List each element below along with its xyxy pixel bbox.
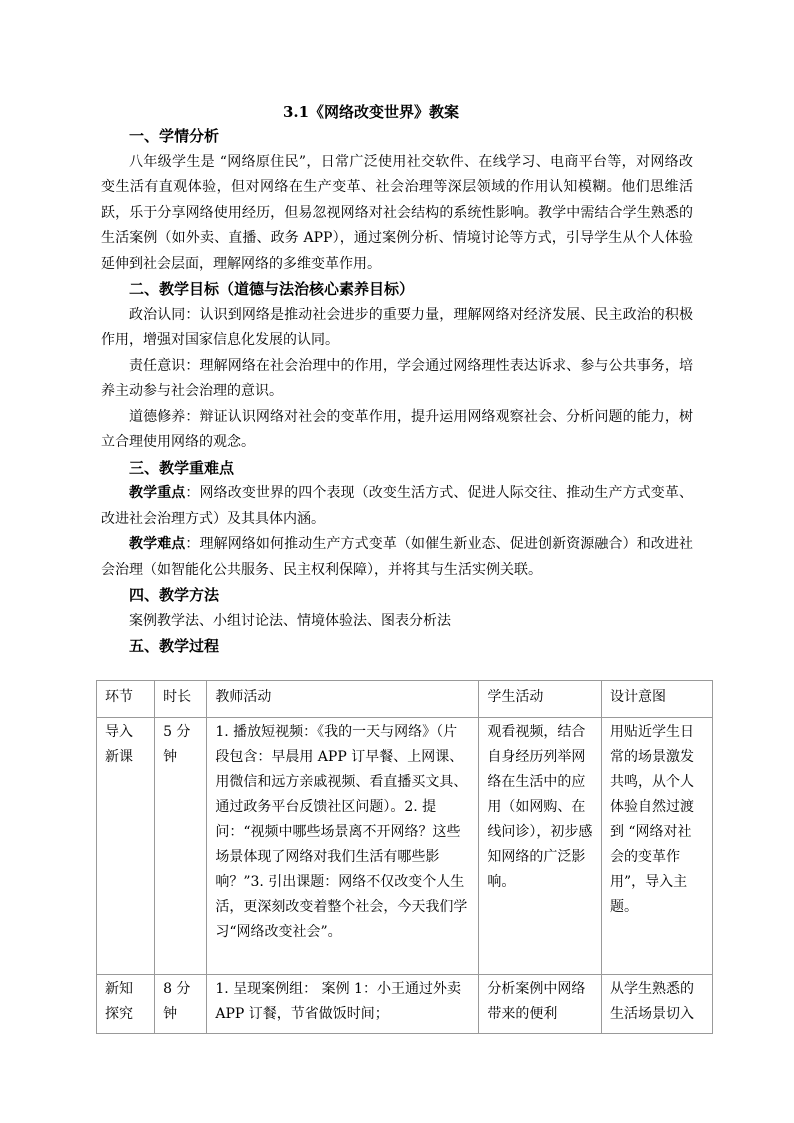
cell-intent: 用贴近学生日常的场景激发共鸣，从个人体验自然过渡到 “网络对社会的变革作用”，导入主题。 [601, 718, 712, 975]
difficulty-text: ：理解网络如何推动生产方式变革（如催生新业态、促进创新资源融合）和改进社会治理（如智能化公共服务、民主权利保障），并将其与生活实例关联。 [101, 536, 694, 578]
header-teacher: 教师活动 [207, 681, 479, 718]
cell-teacher: 1. 呈现案例组： 案例 1：小王通过外卖 APP 订餐，节省做饭时间； [207, 975, 479, 1034]
document-title: 3.1《网络改变世界》教案 [282, 103, 460, 121]
header-intent: 设计意图 [601, 681, 712, 718]
key-point-label: 教学重点 [129, 485, 186, 501]
cell-duration: 5 分钟 [155, 718, 207, 975]
key-point-paragraph [101, 481, 693, 532]
cell-student: 观看视频，结合自身经历列举网络在生活中的应用（如网购、在线问诊），初步感知网络的广泛影响。 [479, 718, 602, 975]
section-heading-situation: 一、学情分析 [129, 127, 220, 145]
section-heading-process: 五、教学过程 [129, 637, 220, 655]
situation-paragraph: 八年级学生是 “网络原住民”，日常广泛使用社交软件、在线学习、电商平台等，对网络改变生活有直观体验，但对网络在生产变革、社会治理等深层领域的作用认知模糊。他们思维活跃，乐于分享网络使用经历，但易忽视网络对社会结构的系统性影响。教学中需结合学生熟悉的生活案例（如外卖、直播、政务 APP），通过案例分析、情境讨论等方式，引导学生从个人体验延伸到社会层面，理解网络的多维变革作用。 [101, 153, 693, 272]
cell-teacher: 1. 播放短视频：《我的一天与网络》（片段包含：早晨用 APP 订早餐、上网课、用微信和远方亲戚视频、看直播买文具、通过政务平台反馈社区问题）。2. 提问：“视频中哪些场景离不开网络？这些场景体现了网络对我们生活有哪些影响？”3. 引出课题：网络不仅改变个人生活，更深刻改变着整个社会，今天我们学习“网络改变社会”。 [207, 718, 479, 975]
header-duration: 时长 [155, 681, 207, 718]
goal-morality: 道德修养：辩证认识网络对社会的变革作用，提升运用网络观察社会、分析问题的能力，树立合理使用网络的观念。 [101, 408, 693, 450]
cell-intent: 从学生熟悉的生活场景切入 [601, 975, 712, 1034]
cell-stage: 导入新课 [97, 718, 155, 975]
section-heading-goals: 二、教学目标（道德与法治核心素养目标） [129, 280, 415, 298]
header-stage: 环节 [97, 681, 155, 718]
difficulty-paragraph [101, 532, 693, 583]
section-heading-methods: 四、教学方法 [129, 586, 220, 604]
document-body [101, 124, 693, 660]
key-point-text: ：网络改变世界的四个表现（改变生活方式、促进人际交往、推动生产方式变革、改进社会治理方式）及其具体内涵。 [101, 485, 694, 527]
difficulty-label: 教学难点 [129, 536, 186, 552]
header-student: 学生活动 [479, 681, 602, 718]
table-header-row [97, 681, 713, 718]
goal-responsibility: 责任意识：理解网络在社会治理中的作用，学会通过网络理性表达诉求、参与公共事务，培养主动参与社会治理的意识。 [101, 357, 693, 399]
methods-paragraph: 案例教学法、小组讨论法、情境体验法、图表分析法 [129, 612, 451, 629]
cell-duration: 8 分钟 [155, 975, 207, 1034]
goal-political-identity: 政治认同：认识到网络是推动社会进步的重要力量，理解网络对经济发展、民主政治的积极作用，增强对国家信息化发展的认同。 [101, 306, 693, 348]
teaching-process-table [96, 680, 713, 1034]
section-heading-key-points: 三、教学重难点 [129, 458, 235, 477]
cell-stage: 新知探究 [97, 975, 155, 1034]
cell-student: 分析案例中网络带来的便利 [479, 975, 602, 1034]
table-row [97, 718, 713, 975]
table-row [97, 975, 713, 1034]
